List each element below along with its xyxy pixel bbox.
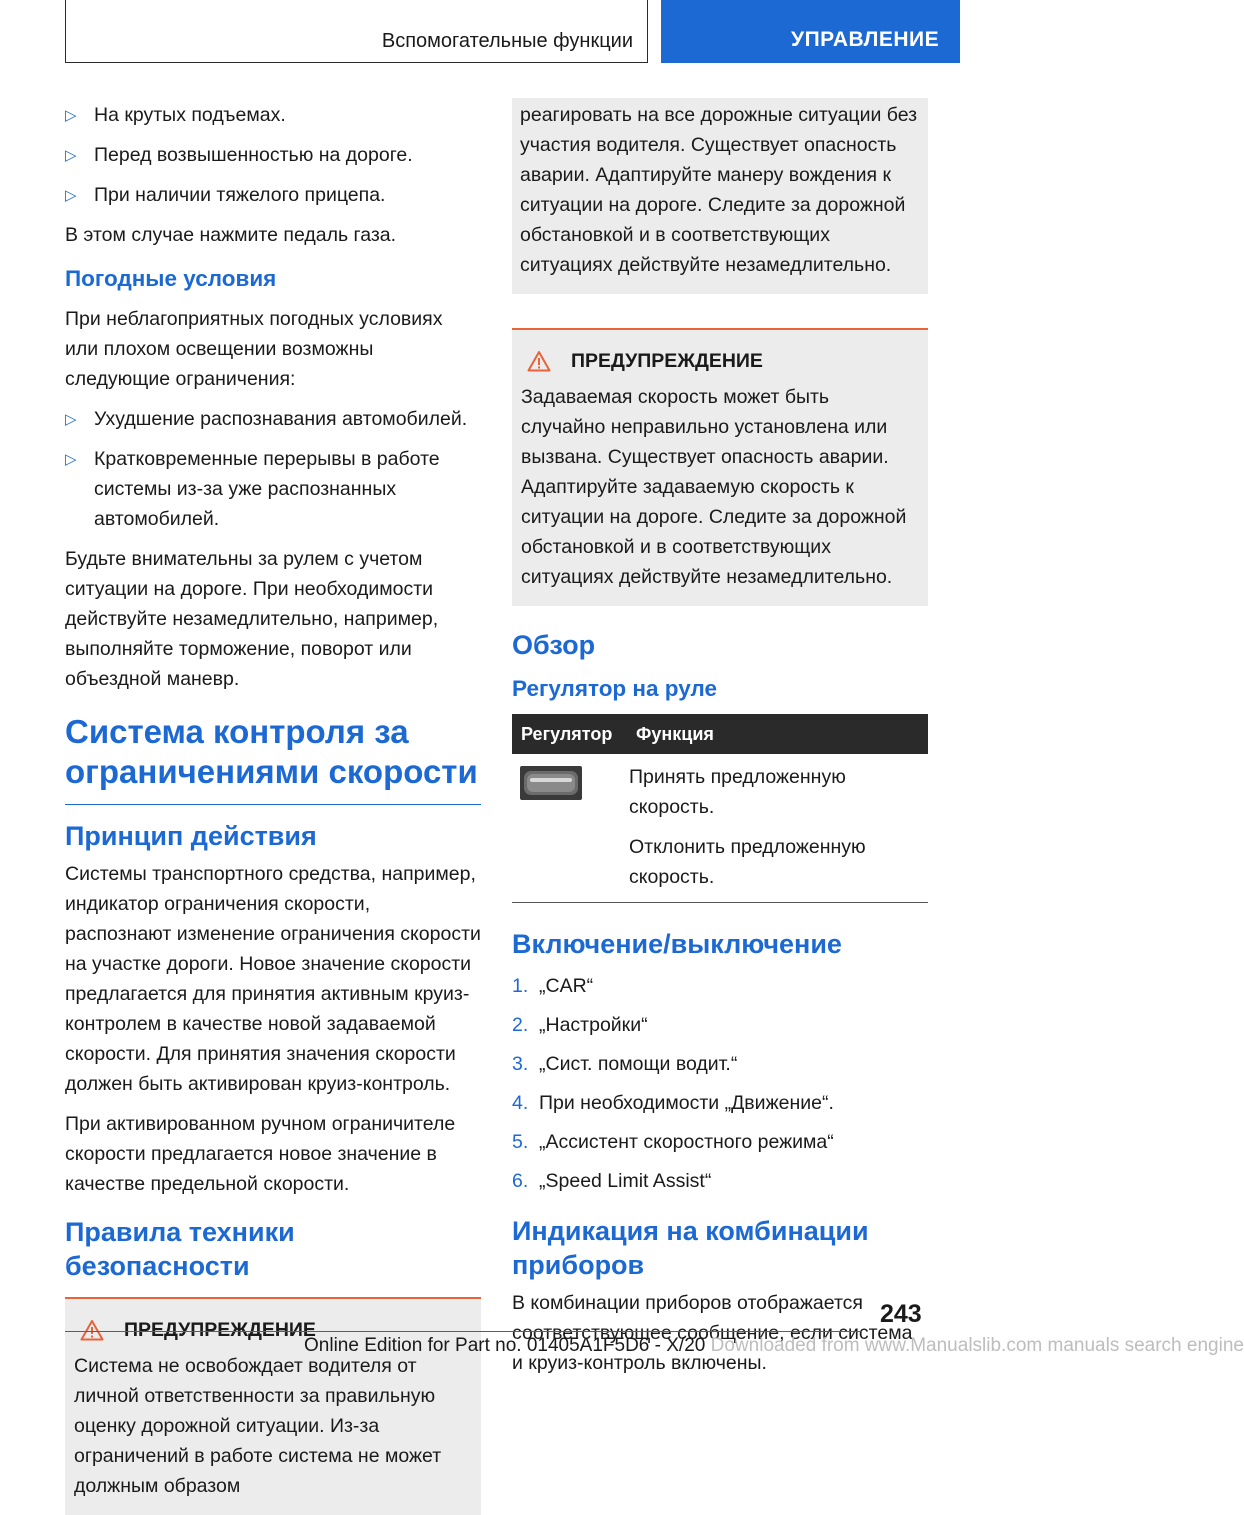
list-item: 2. „Настройки“ — [512, 1014, 648, 1036]
bullet-triangle-icon: ▷ — [65, 451, 77, 468]
paragraph: В этом случае нажмите педаль газа. — [65, 224, 397, 246]
list-item: 5. „Ассистент скоростного режима“ — [512, 1131, 834, 1153]
table-cell — [512, 754, 627, 903]
table-header: Регулятор — [512, 714, 627, 754]
heading-safety: Правила техники безопасности — [65, 1217, 295, 1281]
paragraph: Системы транспортного средства, например, индикатор ограничения скорости, распознают изменение ограничения скорости на участке дороги. Новое значение скорости предлагается для принятия активным круиз-контролем в качестве новой задаваемой скорости. Для принятия значения скорости должен быть активирован круиз-контроль. — [65, 863, 481, 1095]
heading-main: Система контроля за ограничениями скорости — [65, 712, 481, 805]
bullet-triangle-icon: ▷ — [65, 187, 77, 204]
warning-box — [65, 1297, 481, 1515]
left-column — [65, 100, 481, 1515]
footer-divider — [65, 1331, 862, 1332]
section-title: Вспомогательные функции — [381, 30, 633, 52]
warning-header: ПРЕДУПРЕЖДЕНИЕ — [74, 1315, 471, 1345]
footer-edition: Online Edition for Part no. 01405A1F5D6 - X/20 Downloaded from www.Manualslib.com manuals search engine — [304, 1335, 1244, 1356]
warning-header: ПРЕДУПРЕЖДЕНИЕ — [521, 346, 918, 376]
warning-triangle-icon — [80, 1319, 104, 1341]
bullet-triangle-icon: ▷ — [65, 411, 77, 428]
list-item: ▷ При наличии тяжелого прицепа. — [65, 180, 481, 210]
bullet-triangle-icon: ▷ — [65, 107, 77, 124]
heading-overview: Обзор — [512, 630, 596, 660]
paragraph: В комбинации приборов отображается соответствующее сообщение, если система и круиз-контроль включены. — [512, 1292, 913, 1374]
heading-regulator: Регулятор на руле — [512, 676, 717, 701]
steps-list — [512, 971, 928, 1196]
heading-weather: Погодные условия — [65, 266, 277, 291]
warning-triangle-icon — [527, 350, 551, 372]
header-box — [65, 0, 648, 63]
heading-principle: Принцип действия — [65, 821, 317, 851]
list-item: 6. „Speed Limit Assist“ — [512, 1170, 712, 1192]
watermark: Downloaded from www.Manualslib.com manuals search engine — [710, 1335, 1244, 1356]
page-number: 243 — [880, 1300, 922, 1328]
list-item: ▷ Ухудшение распознавания автомобилей. — [65, 404, 481, 434]
bullet-triangle-icon: ▷ — [65, 147, 77, 164]
warning-continuation: реагировать на все дорожные ситуации без участия водителя. Существует опасность аварии. Адаптируйте манеру вождения к ситуации на дороге. Следите за дорожной обстановкой и в соответствующих ситуациях действуйте незамедлительно. — [512, 98, 928, 294]
list-item: ▷ Перед возвышенностью на дороге. — [65, 140, 481, 170]
heading-onoff: Включение/выключение — [512, 929, 842, 959]
paragraph: Будьте внимательны за рулем с учетом ситуации на дороге. При необходимости действуйте незамедлительно, например, выполняйте торможение, поворот или объездной маневр. — [65, 548, 439, 690]
warning-text: Система не освобождает водителя от личной ответственности за правильную оценку дорожной ситуации. Из-за ограничений в работе система не может должным образом — [74, 1355, 442, 1497]
list-item: ▷ На крутых подъемах. — [65, 100, 481, 130]
table-cell: Принять предложенную скорость. Отклонить предложенную скорость. — [629, 766, 866, 888]
heading-cluster: Индикация на комбинации приборов — [512, 1216, 869, 1280]
list-item: 4. При необходимости „Движение“. — [512, 1092, 834, 1114]
chapter-tab[interactable]: УПРАВЛЕНИЕ — [661, 0, 960, 63]
paragraph: При активированном ручном ограничителе скорости предлагается новое значение в качестве предельной скорости. — [65, 1113, 456, 1195]
function-table — [512, 714, 928, 903]
warning-text: Задаваемая скорость может быть случайно неправильно установлена или вызвана. Существует опасность аварии. Адаптируйте задаваемую скорость к ситуации на дороге. Следите за дорожной обстановкой и в соответствующих ситуациях действуйте незамедлительно. — [521, 386, 907, 588]
right-column — [512, 100, 928, 1388]
warning-box — [512, 328, 928, 606]
list-item: 1. „CAR“ — [512, 975, 594, 997]
paragraph: При неблагоприятных погодных условиях или плохом освещении возможны следующие ограничения: — [65, 308, 443, 390]
steering-button-icon — [520, 766, 582, 800]
list-item: 3. „Сист. помощи водит.“ — [512, 1053, 738, 1075]
list-item: ▷ Кратковременные перерывы в работе системы из-за уже распознанных автомобилей. — [65, 444, 481, 534]
table-header: Функция — [627, 714, 928, 754]
table-row — [512, 754, 928, 903]
